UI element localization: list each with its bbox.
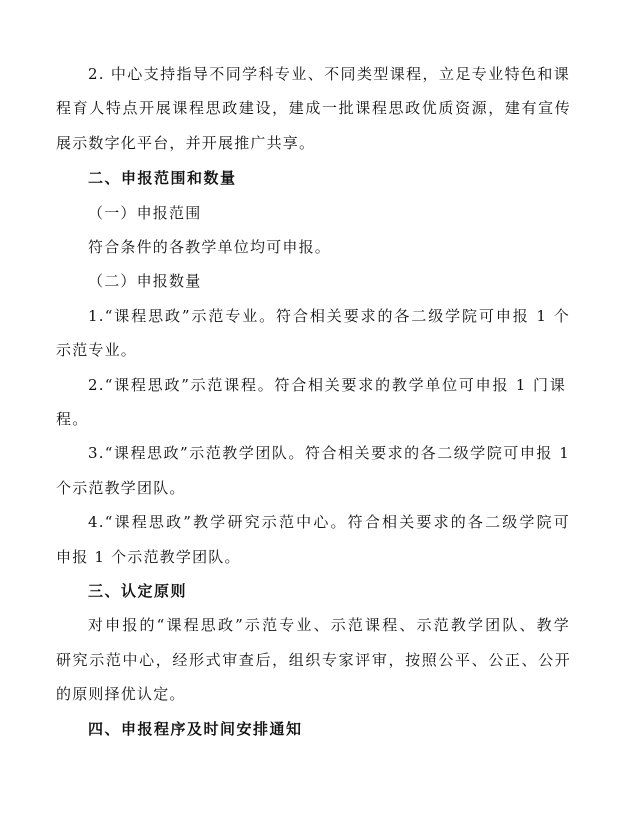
- section-2-sub1-text: 符合条件的各教学单位均可申报。: [88, 238, 332, 256]
- section-3-heading: 三、认定原则: [88, 582, 188, 600]
- section-3-line-1: 对申报的“课程思政”示范专业、示范课程、示范教学团队、教学: [88, 616, 570, 634]
- section-3-line-3: 的原则择优认定。: [56, 685, 186, 703]
- paragraph-2-line-1: 2. 中心支持指导不同学科专业、不同类型课程，立足专业特色和课: [88, 65, 570, 83]
- item-1-line-2: 示范专业。: [56, 341, 138, 359]
- section-2-heading: 二、申报范围和数量: [88, 169, 237, 187]
- section-2-subheading-2: （二）申报数量: [88, 272, 202, 290]
- paragraph-2-line-2: 程育人特点开展课程思政建设，建成一批课程思政优质资源，建有宣传: [56, 99, 571, 117]
- item-2-line-1: 2.“课程思政”示范课程。符合相关要求的教学单位可申报 1 门课: [88, 376, 566, 394]
- item-3-line-2: 个示范教学团队。: [56, 479, 186, 497]
- item-4-line-2: 申报 1 个示范教学团队。: [56, 548, 241, 566]
- item-3-line-1: 3.“课程思政”示范教学团队。符合相关要求的各二级学院可申报 1: [88, 444, 570, 462]
- section-2-subheading-1: （一）申报范围: [88, 204, 202, 222]
- item-4-line-1: 4.“课程思政”教学研究示范中心。符合相关要求的各二级学院可: [88, 513, 570, 531]
- item-2-line-2: 程。: [56, 410, 89, 428]
- section-4-heading: 四、申报程序及时间安排通知: [88, 720, 303, 738]
- paragraph-2-line-3: 展示数字化平台，并开展推广共享。: [56, 134, 316, 152]
- item-1-line-1: 1.“课程思政”示范专业。符合相关要求的各二级学院可申报 1 个: [88, 307, 570, 325]
- section-3-line-2: 研究示范中心，经形式审查后，组织专家评审，按照公平、公正、公开: [56, 651, 571, 669]
